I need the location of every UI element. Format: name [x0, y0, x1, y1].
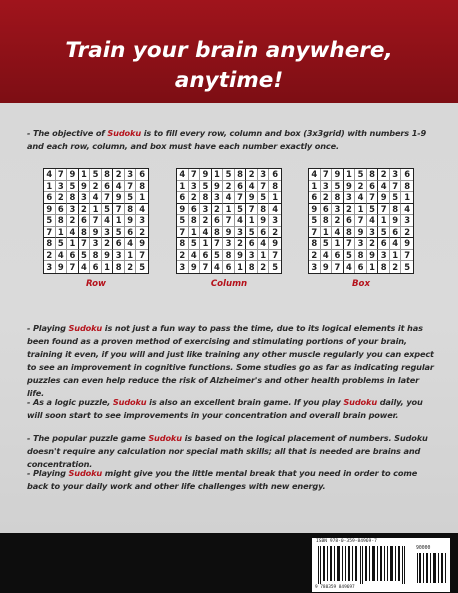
sudoku-cell: 8 [44, 238, 56, 250]
sudoku-cell: 2 [378, 169, 390, 181]
paragraph-mental-break [27, 467, 437, 493]
sudoku-cell: 1 [102, 261, 114, 273]
sudoku-cell: 4 [401, 204, 413, 216]
sudoku-cell: 5 [332, 181, 344, 193]
sudoku-cell: 2 [332, 215, 344, 227]
sudoku-cell: 3 [113, 250, 125, 262]
sudoku-cell: 7 [189, 169, 201, 181]
sudoku-cell: 9 [258, 215, 270, 227]
sudoku-cell: 4 [102, 215, 114, 227]
sudoku-cell: 1 [309, 181, 321, 193]
sudoku-cell: 2 [90, 181, 102, 193]
sudoku-cell: 3 [56, 181, 68, 193]
sudoku-term: Sudoku [107, 128, 142, 138]
sudoku-cell: 5 [378, 227, 390, 239]
sudoku-cell: 2 [102, 238, 114, 250]
sudoku-cell: 7 [344, 238, 356, 250]
sudoku-cell: 2 [79, 204, 91, 216]
sudoku-cell: 9 [102, 250, 114, 262]
banner-title-line-2: anytime! [174, 68, 284, 93]
sudoku-cell: 1 [136, 192, 148, 204]
sudoku-cell: 6 [90, 261, 102, 273]
barcode-digits: 9 780359 849697 [315, 585, 355, 590]
sudoku-cell: 6 [235, 181, 247, 193]
sudoku-cell: 5 [321, 238, 333, 250]
sudoku-cell: 4 [125, 238, 137, 250]
sudoku-cell: 4 [269, 204, 281, 216]
sudoku-cell: 8 [258, 204, 270, 216]
sudoku-cell: 8 [136, 181, 148, 193]
sudoku-term: Sudoku [68, 468, 103, 478]
sudoku-cell: 1 [355, 204, 367, 216]
sudoku-cell: 5 [125, 192, 137, 204]
sudoku-cell: 3 [332, 204, 344, 216]
sudoku-cell: 8 [125, 204, 137, 216]
sudoku-cell: 3 [200, 204, 212, 216]
sudoku-cell: 3 [90, 238, 102, 250]
sudoku-cell: 5 [90, 169, 102, 181]
sudoku-cell: 2 [67, 215, 79, 227]
sudoku-cell: 9 [378, 192, 390, 204]
sudoku-cell: 4 [44, 169, 56, 181]
sudoku-cell: 6 [246, 238, 258, 250]
sudoku-cell: 4 [90, 192, 102, 204]
sudoku-cell: 1 [321, 227, 333, 239]
sudoku-cell: 7 [90, 215, 102, 227]
grid-label-box: Box [352, 279, 370, 289]
sudoku-cell: 4 [67, 227, 79, 239]
paragraph-text: - As a logic puzzle, [27, 397, 113, 407]
sudoku-cell: 1 [90, 204, 102, 216]
sudoku-cell: 4 [235, 215, 247, 227]
sudoku-cell: 5 [67, 181, 79, 193]
sudoku-cell: 6 [321, 204, 333, 216]
sudoku-cell: 5 [258, 192, 270, 204]
sudoku-cell: 5 [355, 169, 367, 181]
sudoku-cell: 7 [367, 192, 379, 204]
sudoku-term: Sudoku [112, 397, 147, 407]
sudoku-cell: 1 [56, 227, 68, 239]
sudoku-cell: 1 [258, 250, 270, 262]
sudoku-cell: 9 [67, 169, 79, 181]
sudoku-cell: 1 [401, 192, 413, 204]
sudoku-cell: 9 [390, 215, 402, 227]
paragraph-text: - Playing [27, 323, 69, 333]
sudoku-cell: 3 [401, 215, 413, 227]
paragraph-text: is not just a fun way to pass the time, due to its logical elements it has been found as a proven method of exercising and stimulating portions of your brain, training it even, if you will and just like training any other muscle regularly you can expect to see an improvement in cognitive functions. Some studies go as far as indicating regular puzzles can even help reduce the risk of Alzheimer's and other health problems in later life. [27, 323, 434, 398]
sudoku-cell: 7 [113, 204, 125, 216]
sudoku-cell: 7 [102, 192, 114, 204]
sudoku-cell: 5 [177, 215, 189, 227]
sudoku-cell: 9 [246, 192, 258, 204]
sudoku-cell: 3 [189, 181, 201, 193]
sudoku-cell: 1 [378, 215, 390, 227]
sudoku-cell: 2 [212, 204, 224, 216]
sudoku-cell: 9 [309, 204, 321, 216]
banner-title-line-1: Train your brain anywhere, [65, 38, 393, 63]
sudoku-cell: 5 [404, 262, 411, 272]
sudoku-cell: 9 [367, 250, 379, 262]
sudoku-cell: 4 [189, 250, 201, 262]
sudoku-cell: 2 [44, 250, 56, 262]
paragraph-text: - Playing [27, 468, 69, 478]
sudoku-cell: 8 [223, 250, 235, 262]
sudoku-cell: 5 [44, 215, 56, 227]
sudoku-cell: 3 [269, 215, 281, 227]
sudoku-cell: 1 [223, 204, 235, 216]
sudoku-cell: 8 [79, 227, 91, 239]
sudoku-cell: 6 [200, 250, 212, 262]
paragraph-objective [27, 127, 437, 153]
sudoku-cell: 6 [79, 215, 91, 227]
sudoku-cell: 6 [44, 192, 56, 204]
sudoku-cell: 9 [200, 169, 212, 181]
sudoku-cell: 8 [177, 238, 189, 250]
sudoku-cell: 7 [67, 261, 79, 273]
sudoku-cell: 8 [90, 250, 102, 262]
sudoku-cell: 3 [367, 227, 379, 239]
sudoku-cell: 9 [189, 261, 201, 273]
sudoku-cell: 8 [235, 169, 247, 181]
sudoku-cell: 3 [258, 169, 270, 181]
sudoku-cell: 1 [367, 261, 379, 273]
sudoku-cell: 4 [223, 192, 235, 204]
sudoku-cell: 1 [200, 238, 212, 250]
paragraph-text: is based on the logical placement of numbers. Sudoku doesn't require any calculation nor special math skills; all that is needed are brains and concentration. [27, 433, 428, 469]
sudoku-cell: 5 [309, 215, 321, 227]
sudoku-cell: 4 [344, 261, 356, 273]
sudoku-cell: 5 [212, 250, 224, 262]
sudoku-cell: 1 [44, 181, 56, 193]
sudoku-term: Sudoku [68, 323, 103, 333]
sudoku-cell: 4 [309, 169, 321, 181]
sudoku-cell: 8 [67, 192, 79, 204]
sudoku-cell: 6 [332, 250, 344, 262]
sudoku-cell: 6 [212, 215, 224, 227]
sudoku-cell: 8 [332, 192, 344, 204]
sudoku-cell: 4 [177, 169, 189, 181]
sudoku-cell: 4 [355, 192, 367, 204]
sudoku-cell: 3 [136, 215, 148, 227]
sudoku-cell: 4 [246, 181, 258, 193]
sudoku-cell: 8 [355, 250, 367, 262]
sudoku-cell: 7 [125, 181, 137, 193]
sudoku-cell: 3 [102, 227, 114, 239]
sudoku-cell: 2 [258, 261, 270, 273]
sudoku-cell: 3 [235, 227, 247, 239]
sudoku-cell: 8 [200, 192, 212, 204]
sudoku-cell: 8 [344, 227, 356, 239]
sudoku-cell: 8 [321, 215, 333, 227]
sudoku-cell: 5 [223, 169, 235, 181]
sudoku-cell: 6 [269, 169, 281, 181]
sudoku-cell: 7 [223, 215, 235, 227]
sudoku-cell: 1 [113, 215, 125, 227]
sudoku-cell: 8 [269, 181, 281, 193]
sudoku-cell: 6 [136, 169, 148, 181]
sudoku-cell: 6 [67, 250, 79, 262]
sudoku-cell: 8 [378, 261, 390, 273]
sudoku-cell: 8 [390, 204, 402, 216]
grid-label-column: Column [210, 279, 248, 289]
sudoku-cell: 5 [56, 238, 68, 250]
sudoku-cell: 1 [246, 215, 258, 227]
sudoku-cell: 7 [235, 192, 247, 204]
sudoku-cell: 3 [246, 250, 258, 262]
sudoku-cell: 2 [125, 261, 137, 273]
sudoku-cell: 4 [136, 204, 148, 216]
grid-label-row: Row [85, 279, 107, 289]
sudoku-cell: 2 [309, 250, 321, 262]
sudoku-cell: 9 [344, 181, 356, 193]
sudoku-cell: 1 [269, 192, 281, 204]
sudoku-term: Sudoku [343, 397, 378, 407]
barcode-bars-icon [316, 546, 410, 584]
sudoku-cell: 3 [355, 238, 367, 250]
sudoku-cell: 5 [272, 262, 279, 272]
sudoku-cell: 7 [136, 250, 148, 262]
sudoku-cell: 7 [269, 250, 281, 262]
sudoku-cell: 7 [212, 238, 224, 250]
sudoku-cell: 8 [113, 261, 125, 273]
sudoku-cell: 7 [258, 181, 270, 193]
sudoku-cell: 6 [378, 238, 390, 250]
sudoku-cell: 4 [212, 261, 224, 273]
sudoku-cell: 8 [102, 169, 114, 181]
sudoku-cell: 3 [309, 261, 321, 273]
sudoku-cell: 5 [344, 250, 356, 262]
paragraph-text: - The objective of [27, 128, 108, 138]
sudoku-cell: 9 [79, 181, 91, 193]
sudoku-cell: 4 [200, 227, 212, 239]
sudoku-cell: 9 [401, 238, 413, 250]
sudoku-cell: 3 [378, 250, 390, 262]
sudoku-grid-box [308, 168, 414, 274]
sudoku-cell: 3 [223, 238, 235, 250]
paragraph-text: is to fill every row, column and box (3x3grid) with numbers 1-9 and each row, column, and box must have each number exactly once. [27, 128, 427, 151]
sudoku-cell: 2 [189, 192, 201, 204]
sudoku-cell: 4 [321, 250, 333, 262]
title-banner [0, 0, 458, 103]
sudoku-cell: 5 [113, 227, 125, 239]
sudoku-grid-column [176, 168, 282, 274]
sudoku-cell: 5 [367, 204, 379, 216]
banner-title [0, 36, 458, 96]
sudoku-cell: 7 [332, 261, 344, 273]
sudoku-cell: 4 [390, 238, 402, 250]
paragraph-text: daily, you will soon start to see improvements in your concentration and overall brain power. [27, 397, 423, 420]
price-barcode-bars-icon [416, 553, 448, 583]
sudoku-cell: 4 [332, 227, 344, 239]
sudoku-cell: 6 [309, 192, 321, 204]
sudoku-cell: 9 [56, 261, 68, 273]
sudoku-cell: 6 [177, 192, 189, 204]
sudoku-cell: 9 [332, 169, 344, 181]
sudoku-cell: 7 [321, 169, 333, 181]
sudoku-cell: 2 [401, 227, 413, 239]
sudoku-cell: 7 [246, 204, 258, 216]
paragraph-popular-game [27, 432, 437, 471]
sudoku-cell: 6 [258, 227, 270, 239]
sudoku-cell: 4 [79, 261, 91, 273]
sudoku-cell: 3 [79, 192, 91, 204]
sudoku-cell: 8 [246, 261, 258, 273]
sudoku-cell: 8 [212, 227, 224, 239]
sudoku-cell: 8 [309, 238, 321, 250]
sudoku-term: Sudoku [148, 433, 182, 443]
sudoku-cell: 7 [401, 250, 413, 262]
sudoku-cell: 1 [344, 169, 356, 181]
sudoku-cell: 5 [235, 204, 247, 216]
sudoku-cell: 1 [332, 238, 344, 250]
sudoku-cell: 5 [79, 250, 91, 262]
sudoku-cell: 5 [390, 192, 402, 204]
sudoku-cell: 4 [367, 215, 379, 227]
sudoku-cell: 9 [269, 238, 281, 250]
sudoku-cell: 9 [113, 192, 125, 204]
sudoku-cell: 4 [113, 181, 125, 193]
sudoku-cell: 6 [189, 204, 201, 216]
paragraph-text: might give you the little mental break that you need in order to come back to your daily work and other life challenges with new energy. [27, 468, 418, 491]
sudoku-cell: 2 [136, 227, 148, 239]
sudoku-cell: 7 [390, 181, 402, 193]
sudoku-cell: 2 [113, 169, 125, 181]
sudoku-cell: 8 [401, 181, 413, 193]
sudoku-cell: 6 [113, 238, 125, 250]
sudoku-cell: 1 [235, 261, 247, 273]
isbn-barcode [312, 538, 450, 592]
sudoku-cell: 3 [212, 192, 224, 204]
sudoku-cell: 6 [223, 261, 235, 273]
sudoku-cell: 1 [67, 238, 79, 250]
sudoku-cell: 9 [212, 181, 224, 193]
sudoku-cell: 6 [367, 181, 379, 193]
sudoku-cell: 1 [125, 250, 137, 262]
sudoku-cell: 5 [189, 238, 201, 250]
sudoku-cell: 6 [102, 181, 114, 193]
sudoku-cell: 3 [67, 204, 79, 216]
sudoku-cell: 4 [56, 250, 68, 262]
sudoku-cell: 6 [344, 215, 356, 227]
sudoku-cell: 2 [367, 238, 379, 250]
sudoku-cell: 1 [177, 181, 189, 193]
paragraph-logic-puzzle [27, 396, 437, 422]
sudoku-cell: 9 [235, 250, 247, 262]
sudoku-cell: 2 [223, 181, 235, 193]
sudoku-cell: 7 [79, 238, 91, 250]
sudoku-cell: 9 [177, 204, 189, 216]
sudoku-cell: 6 [401, 169, 413, 181]
sudoku-cell: 2 [200, 215, 212, 227]
sudoku-cell: 6 [56, 204, 68, 216]
sudoku-cell: 3 [321, 181, 333, 193]
sudoku-cell: 9 [136, 238, 148, 250]
sudoku-cell: 6 [390, 227, 402, 239]
sudoku-cell: 9 [44, 204, 56, 216]
sudoku-cell: 4 [378, 181, 390, 193]
sudoku-cell: 5 [139, 262, 146, 272]
sudoku-cell: 2 [246, 169, 258, 181]
sudoku-cell: 7 [309, 227, 321, 239]
sudoku-cell: 9 [321, 261, 333, 273]
sudoku-cell: 2 [390, 261, 402, 273]
price-code: 90000 [416, 546, 431, 551]
sudoku-cell: 2 [177, 250, 189, 262]
sudoku-cell: 7 [355, 215, 367, 227]
sudoku-cell: 1 [79, 169, 91, 181]
sudoku-cell: 5 [246, 227, 258, 239]
sudoku-cell: 1 [390, 250, 402, 262]
sudoku-cell: 3 [344, 192, 356, 204]
sudoku-cell: 9 [355, 227, 367, 239]
sudoku-cell: 7 [56, 169, 68, 181]
sudoku-cell: 2 [355, 181, 367, 193]
sudoku-cell: 6 [355, 261, 367, 273]
sudoku-cell: 2 [344, 204, 356, 216]
sudoku-cell: 3 [125, 169, 137, 181]
sudoku-cell: 3 [390, 169, 402, 181]
sudoku-cell: 5 [200, 181, 212, 193]
paragraph-text: is also an excellent brain game. If you play [146, 397, 344, 407]
sudoku-cell: 2 [235, 238, 247, 250]
sudoku-cell: 6 [125, 227, 137, 239]
sudoku-cell: 3 [44, 261, 56, 273]
sudoku-cell: 7 [177, 227, 189, 239]
sudoku-cell: 2 [56, 192, 68, 204]
sudoku-cell: 9 [223, 227, 235, 239]
sudoku-cell: 7 [378, 204, 390, 216]
sudoku-cell: 1 [189, 227, 201, 239]
sudoku-cell: 5 [102, 204, 114, 216]
sudoku-cell: 7 [44, 227, 56, 239]
sudoku-cell: 1 [212, 169, 224, 181]
sudoku-cell: 2 [321, 192, 333, 204]
sudoku-cell: 8 [56, 215, 68, 227]
sudoku-cell: 8 [367, 169, 379, 181]
sudoku-cell: 9 [125, 215, 137, 227]
sudoku-cell: 7 [200, 261, 212, 273]
sudoku-cell: 9 [90, 227, 102, 239]
sudoku-cell: 4 [258, 238, 270, 250]
sudoku-cell: 2 [269, 227, 281, 239]
sudoku-cell: 3 [177, 261, 189, 273]
isbn-number: ISBN 978-0-359-84969-7 [316, 539, 377, 544]
sudoku-cell: 8 [189, 215, 201, 227]
paragraph-benefits [27, 322, 437, 400]
paragraph-text: - The popular puzzle game [27, 433, 149, 443]
sudoku-grid-row [43, 168, 149, 274]
